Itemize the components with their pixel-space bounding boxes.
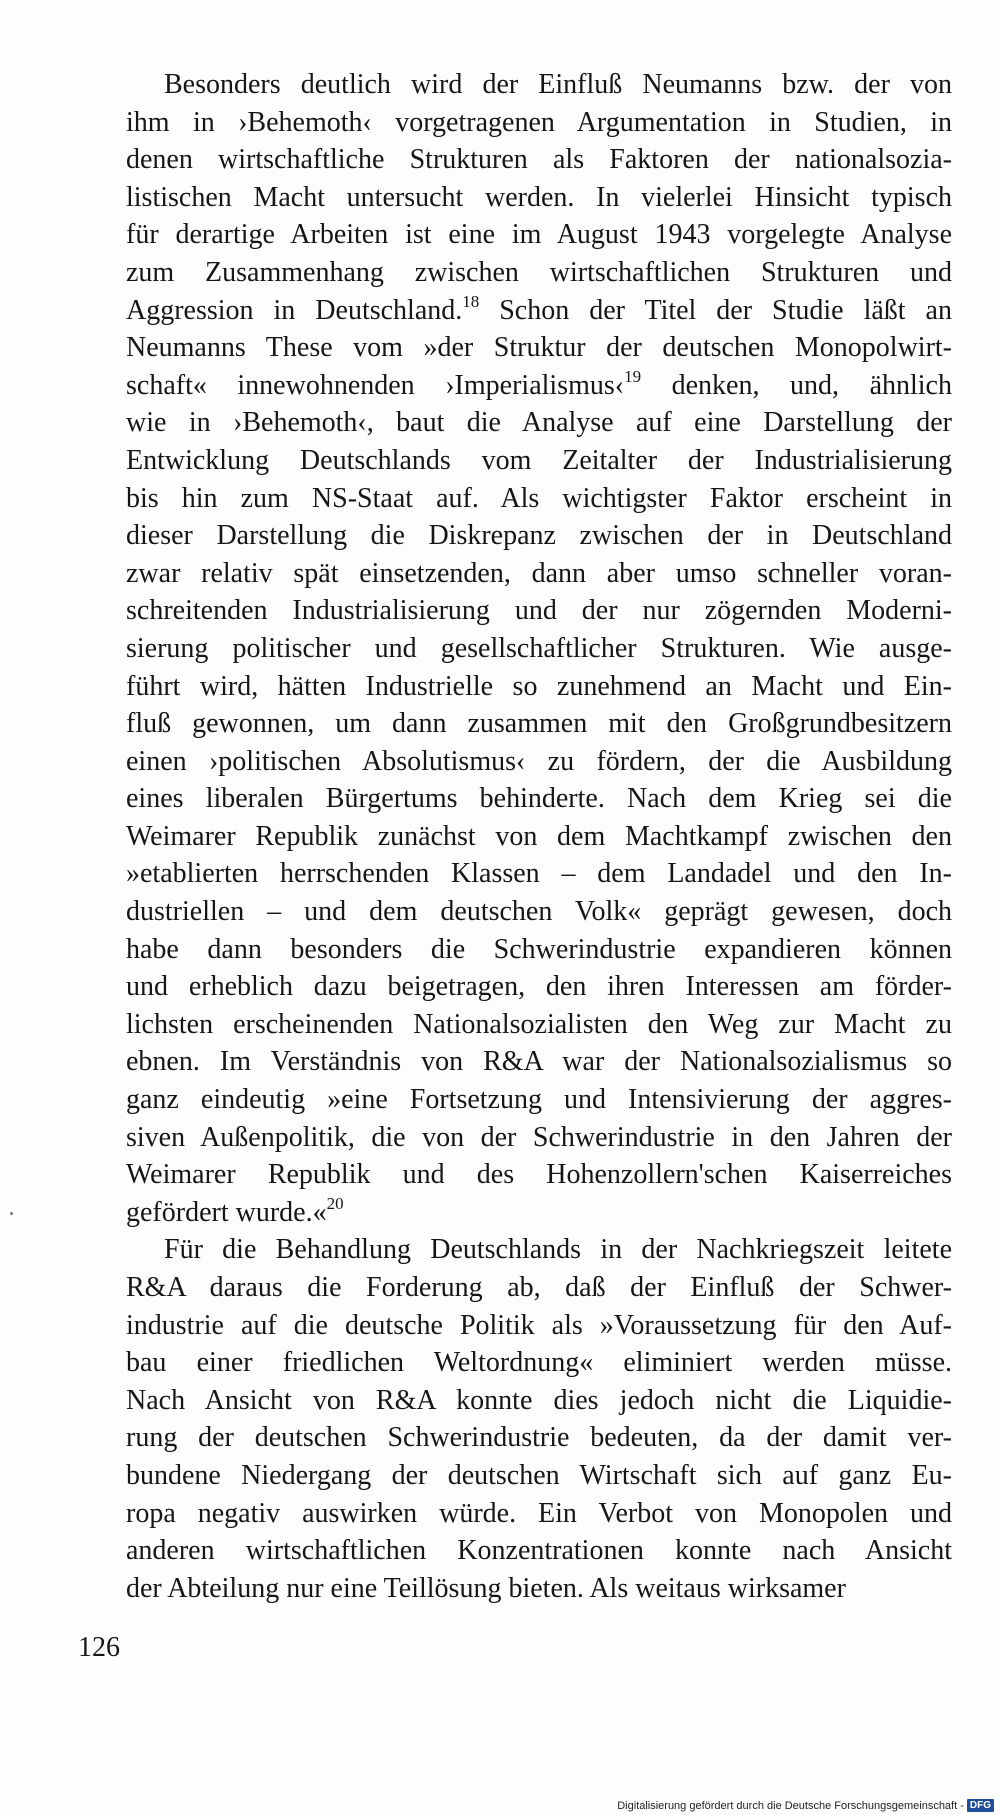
text-line [88, 254, 952, 292]
text-line [88, 630, 952, 668]
footnote-marker: 20 [326, 1193, 344, 1213]
text-line [88, 367, 952, 405]
digitization-credit [617, 1799, 994, 1812]
line-text: zwar relativ spät einsetzenden, dann aber umso schneller voran- [126, 557, 952, 589]
footnote-marker: 18 [462, 291, 480, 311]
line-text: ganz eindeutig »eine Fortsetzung und Intensivierung der aggres- [126, 1084, 952, 1116]
text-line [88, 555, 952, 593]
line-text: R&A daraus die Forderung ab, daß der Einfluß der Schwer- [126, 1272, 952, 1303]
line-text: der Abteilung nur eine Teillösung bieten. Als weitaus wirksamer [126, 1572, 846, 1604]
text-line [88, 668, 952, 706]
line-text: bis hin zum NS-Staat auf. Als wichtigster Faktor erscheint in [126, 482, 952, 514]
text-line [88, 66, 952, 104]
text-line [88, 1457, 952, 1495]
line-text: und erheblich dazu beigetragen, den ihren Interessen am förder- [126, 971, 952, 1003]
line-text: Nach Ansicht von R&A konnte dies jedoch nicht die Liquidie- [126, 1384, 952, 1416]
text-line [88, 855, 952, 893]
text-line [88, 1269, 952, 1307]
line-text: schreitenden Industrialisierung und der nur zögernden Moderni- [126, 595, 952, 627]
line-text: dustriellen – und dem deutschen Volk« geprägt gewesen, doch [126, 896, 952, 928]
text-line [88, 1156, 952, 1194]
text-line [88, 1344, 952, 1382]
line-text: Entwicklung Deutschlands vom Zeitalter der Industrialisierung [126, 444, 952, 476]
text-line [88, 1119, 952, 1157]
line-text: für derartige Arbeiten ist eine im August 1943 vorgelegte Analyse [126, 219, 952, 251]
text-line [88, 480, 952, 518]
body-text [88, 66, 952, 1607]
text-line [88, 1307, 952, 1345]
line-text: bau einer friedlichen Weltordnung« eliminiert werden müsse. [126, 1347, 952, 1379]
footnote-marker: 19 [624, 366, 642, 386]
line-text: eines liberalen Bürgertums behinderte. Nach dem Krieg sei die [126, 783, 952, 815]
line-text: Neumanns These vom »der Struktur der deutschen Monopolwirt- [126, 332, 952, 364]
text-line [88, 1043, 952, 1081]
line-text: listischen Macht untersucht werden. In vielerlei Hinsicht typisch [126, 181, 952, 213]
text-line [88, 1382, 952, 1420]
text-line [88, 1006, 952, 1044]
text-line [88, 592, 952, 630]
text-line [88, 292, 952, 330]
paragraph [88, 66, 952, 1231]
paragraph [88, 1231, 952, 1607]
text-line [88, 1532, 952, 1570]
text-line [88, 141, 952, 179]
line-text: führt wird, hätten Industrielle so zunehmend an Macht und Ein- [126, 670, 952, 702]
text-line [88, 705, 952, 743]
text-line [88, 329, 952, 367]
text-line [88, 179, 952, 217]
text-line [88, 818, 952, 856]
text-line [88, 1231, 952, 1269]
line-text: zum Zusammenhang zwischen wirtschaftlichen Strukturen und [126, 256, 952, 288]
line-text: habe dann besonders die Schwerindustrie expandieren können [126, 933, 952, 965]
line-text: wie in ›Behemoth‹, baut die Analyse auf eine Darstellung der [126, 407, 952, 439]
line-text: gefördert wurde.« [126, 1196, 327, 1228]
line-text: denen wirtschaftliche Strukturen als Faktoren der nationalsozia- [126, 144, 952, 176]
line-text: bundene Niedergang der deutschen Wirtschaft sich auf ganz Eu- [126, 1459, 952, 1491]
line-text-after-footnote: denken, und, ähnlich [641, 369, 952, 401]
line-text: Weimarer Republik zunächst von dem Machtkampf zwischen den [126, 820, 952, 852]
line-text: einen ›politischen Absolutismus‹ zu fördern, der die Ausbildung [126, 745, 952, 777]
text-line [88, 1419, 952, 1457]
line-text-after-footnote: Schon der Titel der Studie läßt an [479, 294, 952, 326]
line-text: sierung politischer und gesellschaftlicher Strukturen. Wie ausge- [126, 632, 952, 664]
line-text: ropa negativ auswirken würde. Ein Verbot von Monopolen und [126, 1497, 952, 1529]
text-line [88, 1194, 952, 1232]
text-line [88, 104, 952, 142]
text-line [88, 442, 952, 480]
text-line [88, 893, 952, 931]
line-text: Besonders deutlich wird der Einfluß Neumanns bzw. der von [164, 69, 952, 100]
page-number: 126 [78, 1632, 120, 1663]
text-line [88, 931, 952, 969]
line-text: Aggression in Deutschland. [126, 294, 463, 326]
text-line [88, 1570, 952, 1608]
line-text: Für die Behandlung Deutschlands in der Nachkriegszeit leitete [164, 1234, 952, 1266]
credit-text: Digitalisierung gefördert durch die Deutsche Forschungsgemeinschaft - [617, 1799, 964, 1812]
line-text: lichsten erscheinenden Nationalsozialisten den Weg zur Macht zu [126, 1008, 952, 1040]
text-line [88, 216, 952, 254]
text-line [88, 1081, 952, 1119]
line-text: anderen wirtschaftlichen Konzentrationen konnte nach Ansicht [126, 1535, 952, 1567]
text-line [88, 404, 952, 442]
line-text: ihm in ›Behemoth‹ vorgetragenen Argumentation in Studien, in [126, 106, 952, 138]
line-text: fluß gewonnen, um dann zusammen mit den Großgrundbesitzern [126, 708, 952, 740]
scan-speck [10, 1212, 13, 1215]
line-text: schaft« innewohnenden ›Imperialismus‹ [126, 369, 625, 401]
text-line [88, 1495, 952, 1533]
text-line [88, 968, 952, 1006]
text-line [88, 517, 952, 555]
line-text: »etablierten herrschenden Klassen – dem Landadel und den In- [126, 858, 952, 890]
line-text: siven Außenpolitik, die von der Schwerindustrie in den Jahren der [126, 1121, 952, 1153]
line-text: industrie auf die deutsche Politik als »Voraussetzung für den Auf- [126, 1309, 952, 1341]
line-text: ebnen. Im Verständnis von R&A war der Nationalsozialismus so [126, 1046, 952, 1078]
dfg-logo-icon: DFG [967, 1799, 994, 1812]
text-line [88, 743, 952, 781]
line-text: dieser Darstellung die Diskrepanz zwischen der in Deutschland [126, 520, 952, 552]
line-text: rung der deutschen Schwerindustrie bedeuten, da der damit ver- [126, 1422, 952, 1454]
line-text: Weimarer Republik und des Hohenzollern'schen Kaiserreiches [126, 1159, 952, 1191]
text-line [88, 780, 952, 818]
